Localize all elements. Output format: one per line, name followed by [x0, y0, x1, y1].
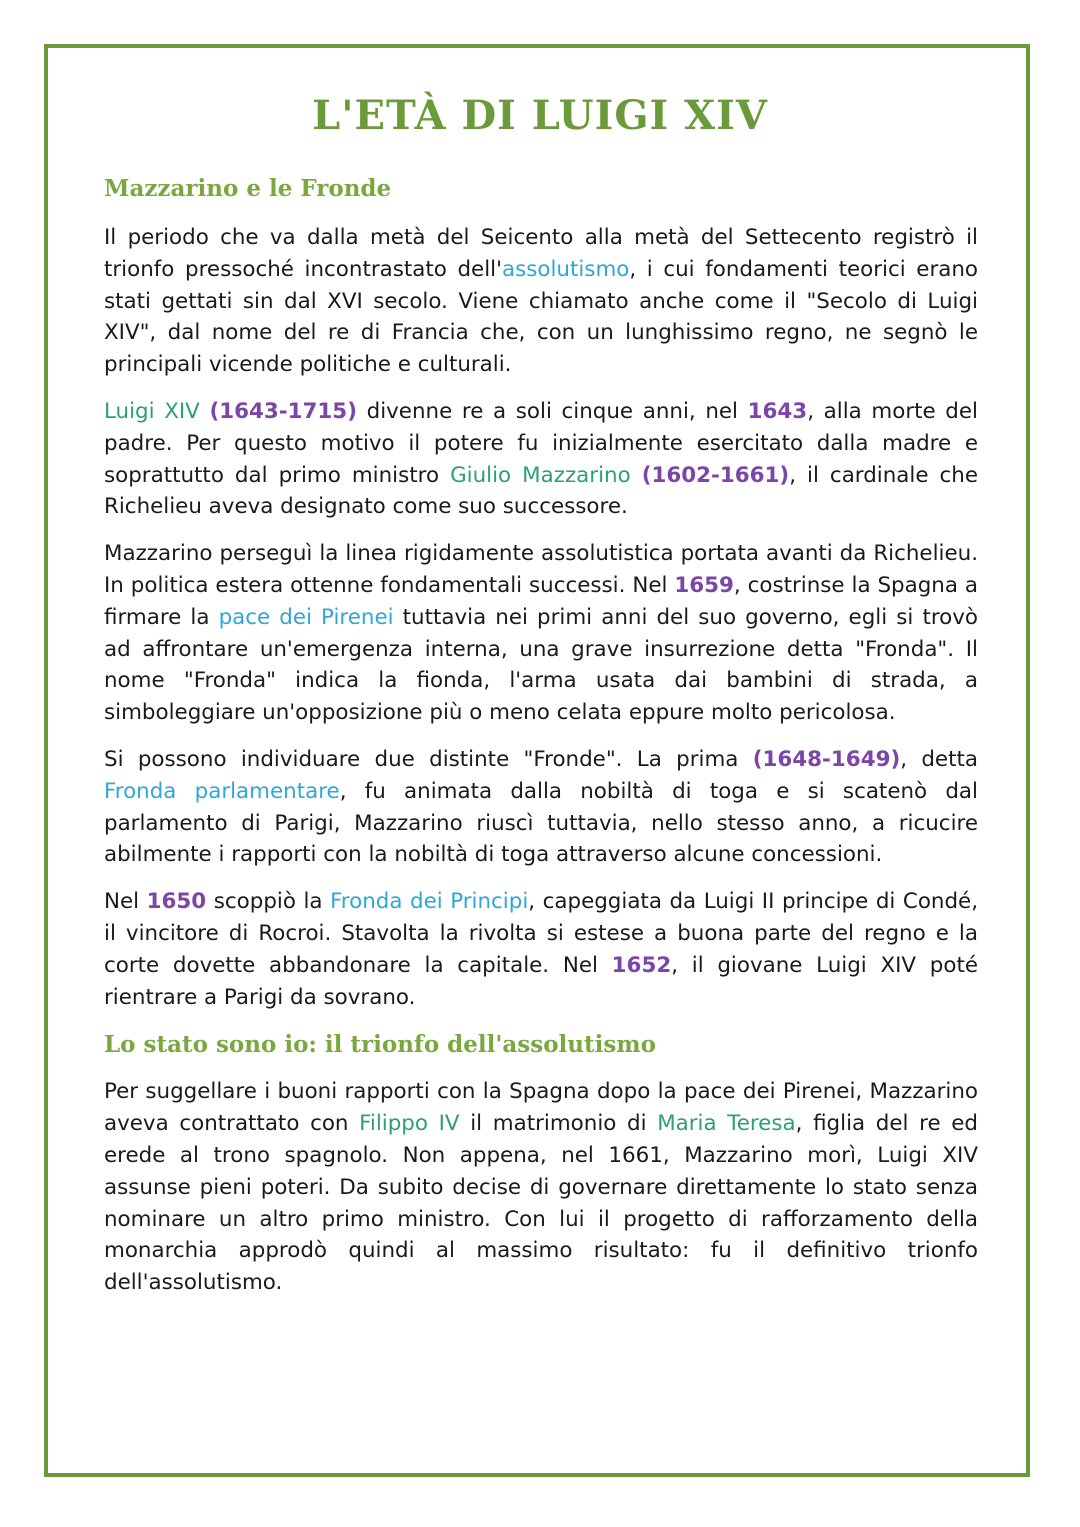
text-run: divenne re a soli cinque anni, nel: [356, 398, 748, 424]
text-run: scoppiò la: [206, 889, 331, 915]
paragraph: [104, 1076, 978, 1299]
text-run: il matrimonio di: [459, 1111, 658, 1137]
date-highlight: 1650: [146, 889, 207, 915]
paragraph: [104, 396, 978, 523]
term-highlight: assolutismo: [501, 256, 630, 282]
text-run: Il periodo che va dalla metà del Seicento alla metà del Settecento registrò il trionfo pressoché incontrastato dell': [104, 225, 978, 282]
paragraph: [104, 222, 978, 381]
name-highlight: Maria Teresa: [657, 1111, 796, 1137]
text-run: Mazzarino perseguì la linea rigidamente assolutistica portata avanti da Richelieu. In politica estera ottenne fondamentali successi. Nel: [104, 541, 978, 598]
term-highlight: pace dei Pirenei: [218, 604, 394, 630]
text-run: , i cui fondamenti teorici erano stati gettati sin dal XVI secolo. Viene chiamato anche come il "Secolo di Luigi XIV", dal nome del re di Francia che, con un lunghissimo regno, ne segnò le principali vicende politiche e culturali.: [104, 256, 979, 378]
text-run: Per suggellare i buoni rapporti con la Spagna dopo la pace dei Pirenei, Mazzarino aveva contrattato con: [104, 1079, 978, 1137]
date-highlight: (1643-1715): [209, 398, 357, 424]
text-run: , detta: [900, 746, 978, 772]
name-highlight: Luigi XIV: [104, 398, 200, 424]
section-heading: Lo stato sono io: il trionfo dell'assolutismo: [104, 1031, 656, 1059]
section-mazzarino: [104, 172, 978, 1013]
text-run: , il giovane Luigi XIV poté rientrare a Parigi da sovrano.: [104, 952, 979, 1010]
text-run: , il cardinale che Richelieu aveva designato come suo successore.: [104, 462, 979, 520]
text-run: , alla morte del padre. Per questo motivo il potere fu inizialmente esercitato dalla madre e soprattutto dal primo ministro: [104, 398, 978, 488]
section-heading: Mazzarino e le Fronde: [104, 175, 392, 202]
document-body: [104, 172, 978, 1314]
text-run: , fu animata dalla nobiltà di toga e si scatenò dal parlamento di Parigi, Mazzarino riuscì tuttavia, nello stesso anno, a ricucire abilmente i rapporti con la nobiltà di toga attraverso alcune concessioni.: [104, 778, 978, 868]
date-highlight: 1643: [747, 398, 808, 424]
text-run: , figlia del re ed erede al trono spagnolo. Non appena, nel 1661, Mazzarino morì, Luigi XIV assunse pieni poteri. Da subito decise di governare direttamente lo stato senza nominare un altro primo ministro. Con lui il progetto di rafforzamento della monarchia approdò quindi al massimo risultato: fu il definitivo trionfo dell'assolutismo.: [104, 1111, 978, 1296]
date-highlight: 1659: [674, 572, 734, 598]
paragraph: [104, 744, 978, 871]
term-highlight: Fronda dei Principi: [330, 889, 529, 915]
text-run: , capeggiata da Luigi II principe di Condé, il vincitore di Rocroi. Stavolta la rivolta si estese a buona parte del regno e la corte dovette abbandonare la capitale. Nel: [104, 889, 978, 978]
paragraph: [104, 886, 978, 1013]
text-run: [631, 463, 642, 488]
date-highlight: (1602-1661): [641, 462, 790, 488]
name-highlight: Giulio Mazzarino: [450, 462, 631, 488]
paragraph: [104, 538, 978, 729]
section-assolutismo: [104, 1028, 978, 1299]
text-run: Nel: [104, 889, 147, 915]
date-highlight: (1648-1649): [752, 746, 901, 772]
term-highlight: Fronda parlamentare: [104, 778, 340, 804]
text-run: tuttavia nei primi anni del suo governo, egli si trovò ad affrontare un'emergenza interna, una grave insurrezione detta "Fronda". Il nome "Fronda" indica la fionda, l'arma usata dai bambini di strada, a simboleggiare un'opposizione più o meno celata eppure molto pericolosa.: [104, 604, 979, 726]
text-run: , costrinse la Spagna a firmare la: [104, 572, 978, 630]
page-title: L'ETÀ DI LUIGI XIV: [312, 92, 768, 139]
name-highlight: Filippo IV: [359, 1111, 460, 1137]
text-run: Si possono individuare due distinte "Fronde". La prima: [104, 746, 753, 772]
date-highlight: 1652: [611, 952, 672, 978]
